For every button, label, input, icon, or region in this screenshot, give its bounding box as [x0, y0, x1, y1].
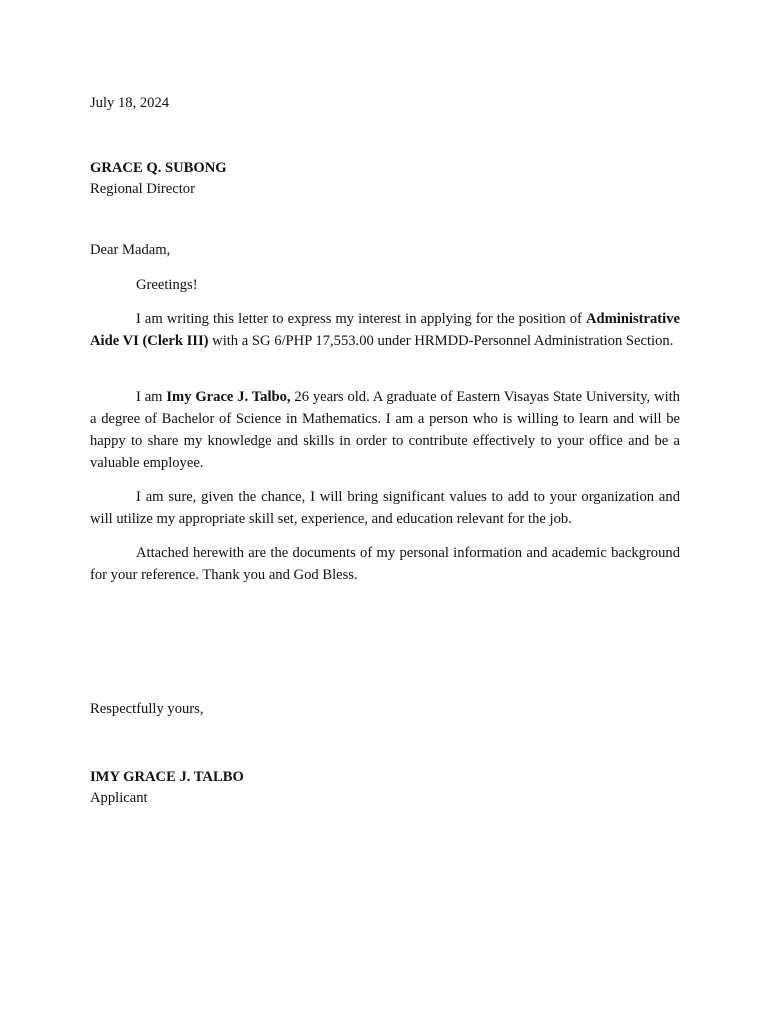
paragraph-position	[90, 308, 680, 352]
greeting: Greetings!	[136, 277, 198, 293]
signer-name: IMY GRACE J. TALBO	[90, 769, 244, 785]
paragraph-introduction	[90, 386, 680, 474]
applicant-name-inline: Imy Grace J. Talbo,	[166, 389, 291, 405]
closing: Respectfully yours,	[90, 701, 204, 717]
position-title: Administrative Aide VI (Clerk III)	[90, 311, 680, 349]
recipient-name: GRACE Q. SUBONG	[90, 160, 227, 176]
signer-title: Applicant	[90, 790, 148, 806]
paragraph-attachments: Attached herewith are the documents of my personal information and academic background for your reference. Thank you and God Bless.	[90, 545, 680, 583]
recipient-title: Regional Director	[90, 181, 195, 197]
paragraph-introduction-post: 26 years old. A graduate of Eastern Visayas State University, with a degree of Bachelor of Science in Mathematics. I am a person who is willing to learn and will be happy to share my knowledge and skills in order to contribute effectively to your office and be a valuable employee.	[90, 389, 680, 471]
paragraph-introduction-pre: I am	[136, 389, 167, 405]
paragraph-position-post: with a SG 6/PHP 17,553.00 under HRMDD-Personnel Administration Section.	[208, 333, 674, 349]
paragraph-values: I am sure, given the chance, I will bring significant values to add to your organization and will utilize my appropriate skill set, experience, and education relevant for the job.	[90, 489, 680, 527]
salutation: Dear Madam,	[90, 242, 171, 258]
letter-date: July 18, 2024	[90, 95, 170, 111]
paragraph-position-pre: I am writing this letter to express my interest in applying for the position of	[136, 311, 586, 327]
